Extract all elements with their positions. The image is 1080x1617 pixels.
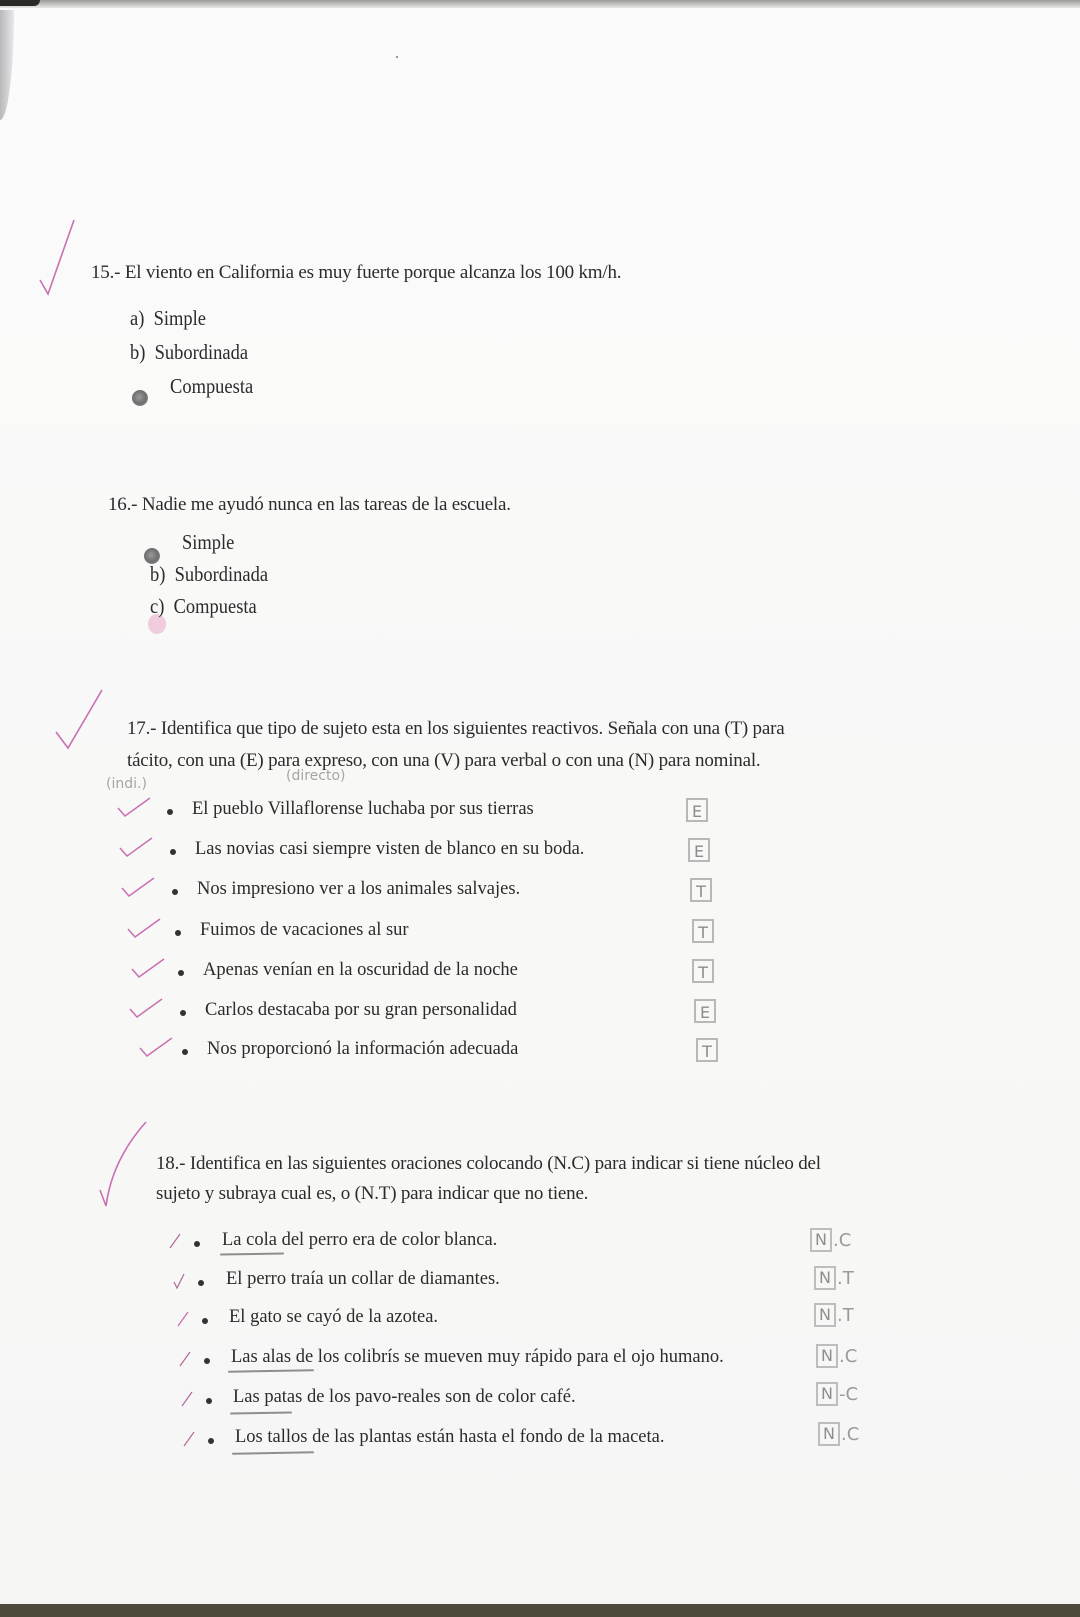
answer-box[interactable]: T <box>696 1038 718 1062</box>
answer-box[interactable]: E <box>686 798 708 822</box>
bullet-icon <box>194 1241 200 1247</box>
desk-surface-strip <box>0 1604 1080 1617</box>
list-item-text: Nos proporcionó la información adecuada <box>207 1039 519 1059</box>
question-17-prompt-line1: 17.- Identifica que tipo de sujeto esta en los siguientes reactivos. Señala con una (T) para <box>127 718 785 739</box>
answer-box[interactable]: E <box>688 838 710 862</box>
answer-box: N <box>816 1382 838 1406</box>
answer-box: N <box>816 1344 838 1368</box>
handwritten-note: (directo) <box>286 768 346 784</box>
list-item-text: La cola del perro era de color blanca. <box>222 1230 498 1250</box>
bullet-icon <box>178 970 184 976</box>
answer-nc[interactable] <box>814 1303 854 1327</box>
grade-check-icon <box>54 688 104 758</box>
bullet-icon <box>175 930 181 936</box>
answer-nc[interactable] <box>816 1344 857 1368</box>
answer-suffix: -C <box>839 1383 859 1405</box>
bullet-icon <box>206 1398 212 1404</box>
answer-nc[interactable] <box>816 1382 858 1406</box>
item-check-icon <box>172 1272 186 1290</box>
bullet-icon <box>172 889 178 895</box>
question-18-prompt-line1: 18.- Identifica en las siguientes oraciones colocando (N.C) para indicar si tiene núcleo del <box>156 1153 821 1174</box>
answer-nc[interactable] <box>818 1422 859 1446</box>
list-item-text: Los tallos de las plantas están hasta el fondo de la maceta. <box>235 1427 665 1447</box>
answer-box: N <box>810 1228 832 1252</box>
q15-option-b[interactable] <box>130 340 248 365</box>
answer-nc[interactable] <box>810 1228 851 1252</box>
answer-suffix: .C <box>841 1423 860 1445</box>
list-item-text: Fuimos de vacaciones al sur <box>200 920 409 940</box>
paper-speck <box>396 56 398 58</box>
grade-check-icon <box>38 218 78 298</box>
list-item-text: El pueblo Villaflorense luchaba por sus tierras <box>192 799 534 819</box>
item-check-icon <box>128 997 164 1019</box>
answer-box[interactable]: T <box>692 959 714 983</box>
answer-suffix: .T <box>837 1267 854 1289</box>
page-top-edge <box>0 0 1080 8</box>
list-item-text: Las patas de los pavo-reales son de color café. <box>233 1387 576 1407</box>
q16-option-a[interactable] <box>182 530 234 555</box>
bullet-icon <box>167 809 173 815</box>
list-item-text: El perro traía un collar de diamantes. <box>226 1269 500 1289</box>
option-text: Simple <box>182 530 235 554</box>
bullet-icon <box>182 1049 188 1055</box>
option-text: Compuesta <box>173 594 257 618</box>
option-text: Subordinada <box>154 340 249 364</box>
answer-box[interactable]: T <box>692 919 714 943</box>
question-15-prompt: 15.- El viento en California es muy fuerte porque alcanza los 100 km/h. <box>91 262 622 283</box>
list-item-text: Nos impresiono ver a los animales salvajes. <box>197 879 521 899</box>
list-item-text: Las novias casi siempre visten de blanco en su boda. <box>195 839 585 859</box>
page-corner-shadow <box>0 0 40 6</box>
q15-option-a[interactable] <box>130 306 206 331</box>
item-check-icon <box>138 1036 174 1058</box>
option-letter: b) <box>130 340 146 364</box>
list-item-text: Las alas de los colibrís se mueven muy rápido para el ojo humano. <box>231 1347 724 1367</box>
question-18-prompt-line2: sujeto y subraya cual es, o (N.T) para indicar que no tiene. <box>156 1183 589 1204</box>
bullet-icon <box>198 1280 204 1286</box>
q16-option-c[interactable] <box>150 594 257 619</box>
selected-option-marker-icon <box>132 390 148 406</box>
item-check-icon <box>120 876 156 898</box>
item-check-icon <box>178 1350 192 1368</box>
option-letter: c) <box>150 594 165 618</box>
item-check-icon <box>182 1430 196 1448</box>
option-text: Compuesta <box>170 374 254 398</box>
q16-option-b[interactable] <box>150 562 268 587</box>
q15-option-c[interactable] <box>170 374 253 399</box>
answer-box: N <box>814 1266 836 1290</box>
list-item-text: El gato se cayó de la azotea. <box>229 1307 439 1327</box>
option-text: Simple <box>153 306 206 330</box>
grade-check-icon <box>98 1120 148 1210</box>
answer-box: N <box>814 1303 836 1327</box>
list-item-text: Carlos destacaba por su gran personalidad <box>205 1000 517 1020</box>
answer-box[interactable]: E <box>694 999 716 1023</box>
item-check-icon <box>118 836 154 858</box>
question-17-prompt-line2: tácito, con una (E) para expreso, con una (V) para verbal o con una (N) para nominal. <box>127 750 761 771</box>
answer-suffix: .T <box>837 1304 854 1326</box>
item-check-icon <box>116 796 152 818</box>
bullet-icon <box>204 1358 210 1364</box>
answer-box[interactable]: T <box>690 878 712 902</box>
answer-suffix: .C <box>839 1345 858 1367</box>
option-letter: a) <box>130 306 145 330</box>
answer-box: N <box>818 1422 840 1446</box>
answer-nc[interactable] <box>814 1266 854 1290</box>
item-check-icon <box>176 1310 190 1328</box>
bullet-icon <box>202 1318 208 1324</box>
item-check-icon <box>126 917 162 939</box>
option-text: Subordinada <box>174 562 269 586</box>
answer-suffix: .C <box>833 1229 852 1251</box>
bullet-icon <box>208 1438 214 1444</box>
option-letter: b) <box>150 562 166 586</box>
list-item-text: Apenas venían en la oscuridad de la noche <box>203 960 518 980</box>
bullet-icon <box>170 849 176 855</box>
item-check-icon <box>168 1232 182 1250</box>
item-check-icon <box>130 957 166 979</box>
handwritten-note: (indi.) <box>106 776 147 792</box>
bullet-icon <box>180 1010 186 1016</box>
question-16-prompt: 16.- Nadie me ayudó nunca en las tareas de la escuela. <box>108 494 511 515</box>
item-check-icon <box>180 1390 194 1408</box>
